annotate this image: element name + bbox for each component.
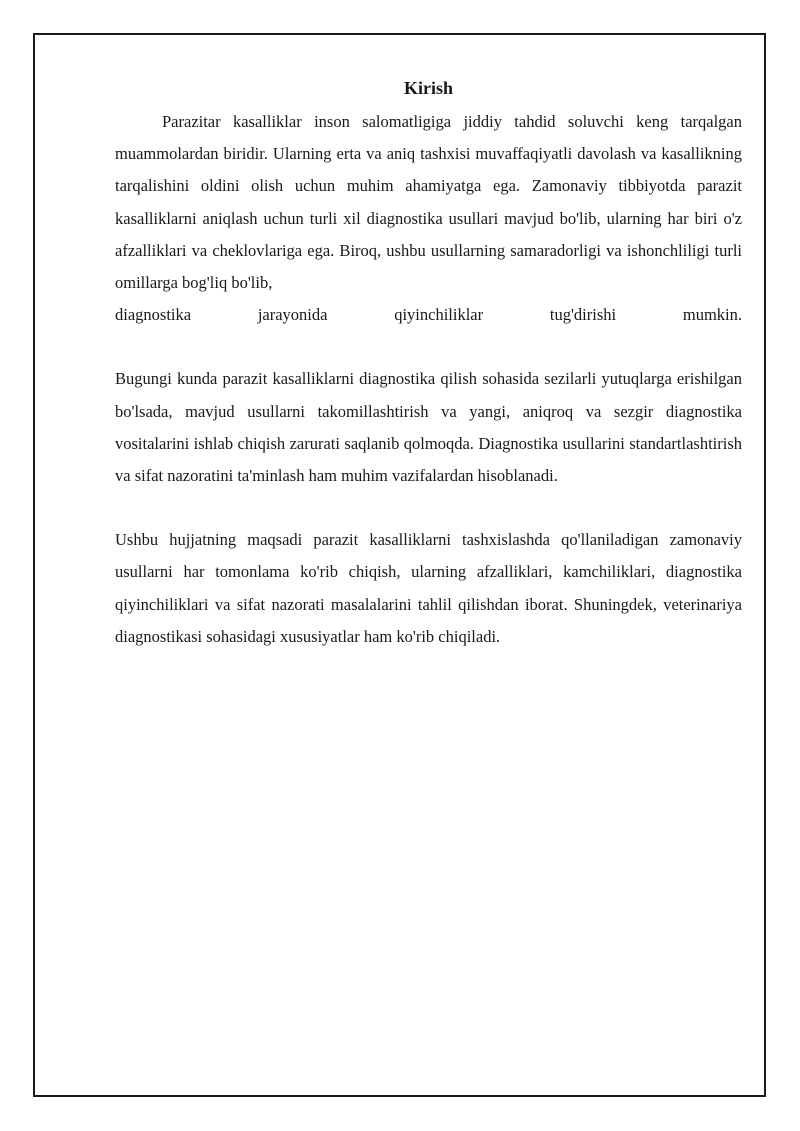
paragraph-intro-last-line: diagnostika jarayonida qiyinchiliklar tug'dirishi mumkin. — [115, 305, 742, 325]
document-title: Kirish — [403, 78, 453, 98]
document-body — [115, 76, 742, 653]
paragraph-second: Bugungi kunda parazit kasalliklarni diagnostika qilish sohasida sezilarli yutuqlarga erishilgan bo'lsada, mavjud usullarni takomillashtirish va yangi, aniqroq va sezgir diagnostika vositalarini ishlab chiqish zarurati saqlanib qolmoqda. Diagnostika usullarini standartlashtirish va sifat nazoratini ta'minlash ham muhim vazifalardan hisoblanadi. — [115, 369, 742, 486]
paragraph-spacer — [115, 331, 742, 363]
paragraph-spacer — [115, 492, 742, 524]
paragraph-third: Ushbu hujjatning maqsadi parazit kasalliklarni tashxislashda qo'llaniladigan zamonaviy usullarni har tomonlama ko'rib chiqish, ularning afzalliklari, kamchiliklari, diagnostika qiyinchiliklari va sifat nazorati masalalarini tahlil qilishdan iborat. Shuningdek, veterinariya diagnostikasi sohasidagi xususiyatlar ham ko'rib chiqiladi. — [115, 530, 742, 646]
paragraph-intro-main: Parazitar kasalliklar inson salomatligiga jiddiy tahdid soluvchi keng tarqalgan muammolardan biridir. Ularning erta va aniq tashxisi muvaffaqiyatli davolash va kasallikning tarqalishini oldini olish uchun muhim ahamiyatga ega. Zamonaviy tibbiyotda parazit kasalliklarni aniqlash uchun turli xil diagnostika usullari mavjud bo'lib, ularning har biri o'z afzalliklari va cheklovlariga ega. Biroq, ushbu usullarning samaradorligi va ishonchliligi turli omillarga bog'liq bo'lib, — [115, 112, 742, 293]
